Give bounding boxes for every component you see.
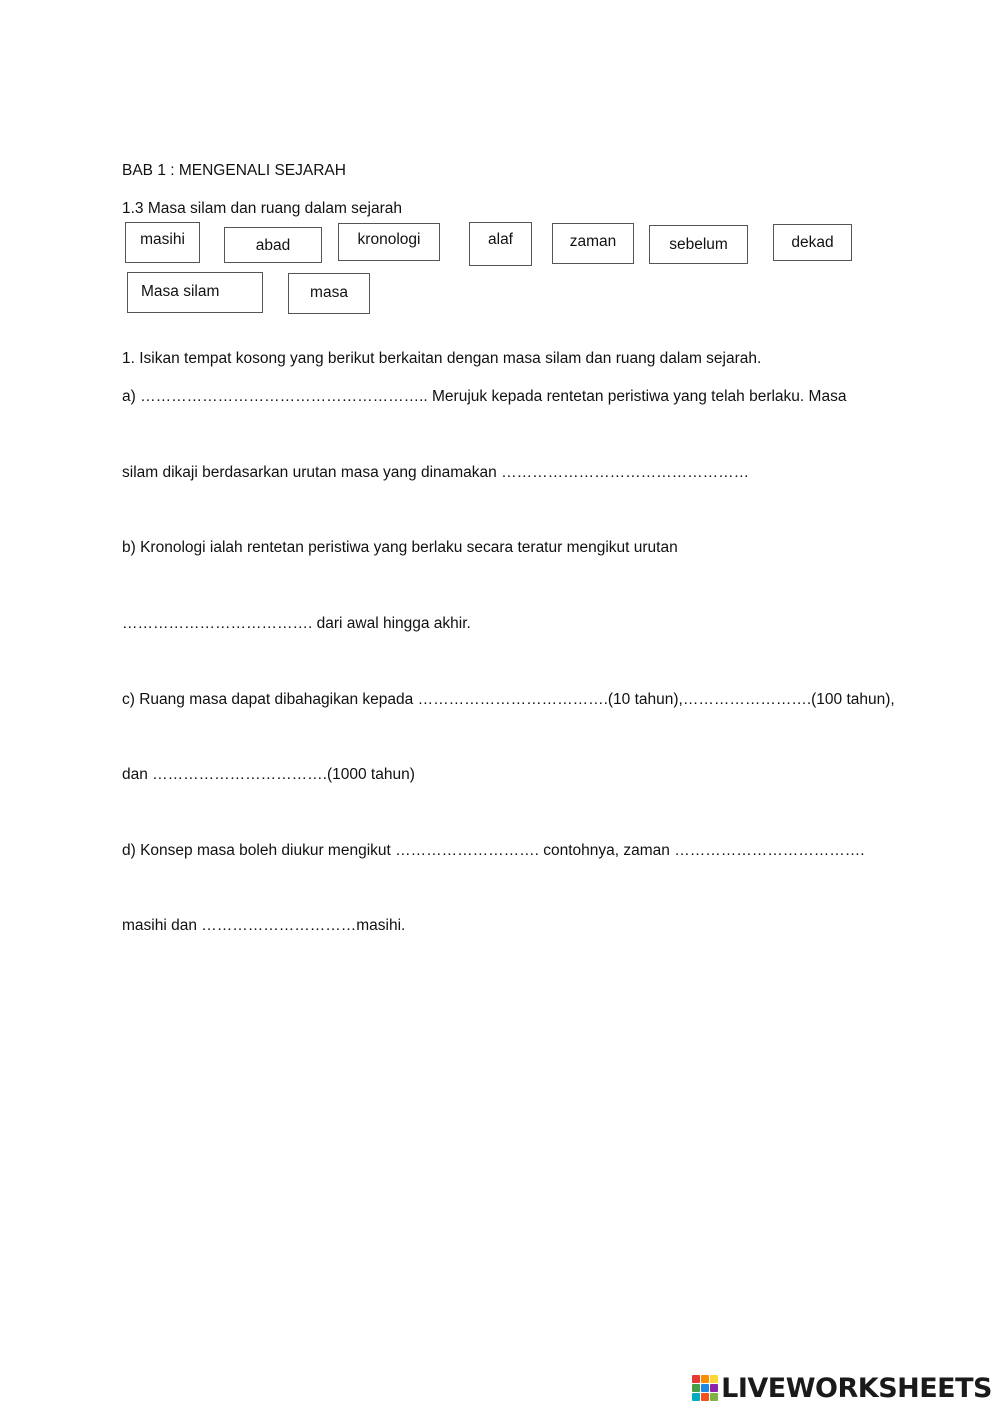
word-bank-sebelum[interactable] (649, 225, 748, 264)
logo-tile (692, 1384, 700, 1392)
question-a-line1: a) ……………………………………………….. Merujuk kepada rentetan peristiwa yang telah berlaku. Masa (122, 388, 847, 405)
word-label: abad (255, 237, 291, 254)
page-heading: BAB 1 : MENGENALI SEJARAH (122, 162, 346, 179)
word-label: alaf (488, 231, 513, 248)
question-d-line2: masihi dan …………………………masihi. (122, 917, 406, 934)
logo-tile (710, 1384, 718, 1392)
word-bank-abad[interactable] (224, 227, 322, 263)
question-a-line2: silam dikaji berdasarkan urutan masa yang dinamakan ………………………………………… (122, 464, 750, 481)
word-label: dekad (791, 233, 834, 251)
question-c-line2: dan …………………………….(1000 tahun) (122, 766, 415, 783)
word-bank-kronologi[interactable] (338, 223, 440, 261)
question-d-line1: d) Konsep masa boleh diukur mengikut ………………………. contohnya, zaman ………………………………. (122, 842, 865, 859)
question-b-line1: b) Kronologi ialah rentetan peristiwa yang berlaku secara teratur mengikut urutan (122, 539, 678, 556)
logo-grid-icon (692, 1375, 718, 1401)
word-label: masa (310, 283, 348, 301)
word-bank-alaf[interactable] (469, 222, 532, 266)
liveworksheets-logo (692, 1368, 992, 1408)
brand-name: LIVEWORKSHEETS (721, 1372, 992, 1404)
word-bank-dekad[interactable] (773, 224, 852, 261)
word-bank-masihi[interactable] (125, 222, 200, 263)
word-label: zaman (569, 232, 617, 250)
question-c-line1: c) Ruang masa dapat dibahagikan kepada ……………………………….(10 tahun),…………………….(100 tahun), (122, 691, 895, 708)
logo-tile (701, 1375, 709, 1383)
logo-tile (701, 1384, 709, 1392)
word-bank-masa-silam[interactable] (127, 272, 263, 313)
logo-tile (692, 1375, 700, 1383)
word-label: kronologi (357, 231, 421, 248)
logo-tile (692, 1393, 700, 1401)
word-label: masihi (140, 230, 185, 248)
word-bank-zaman[interactable] (552, 223, 634, 264)
word-bank-masa[interactable] (288, 273, 370, 314)
logo-tile (701, 1393, 709, 1401)
word-label: Masa silam (141, 282, 220, 300)
instruction-text: 1. Isikan tempat kosong yang berikut berkaitan dengan masa silam dan ruang dalam sejarah. (122, 350, 762, 367)
logo-tile (710, 1375, 718, 1383)
question-b-line2: ………………………………. dari awal hingga akhir. (122, 615, 471, 632)
word-label: sebelum (669, 235, 728, 253)
logo-tile (710, 1393, 718, 1401)
section-subheading: 1.3 Masa silam dan ruang dalam sejarah (122, 200, 403, 217)
